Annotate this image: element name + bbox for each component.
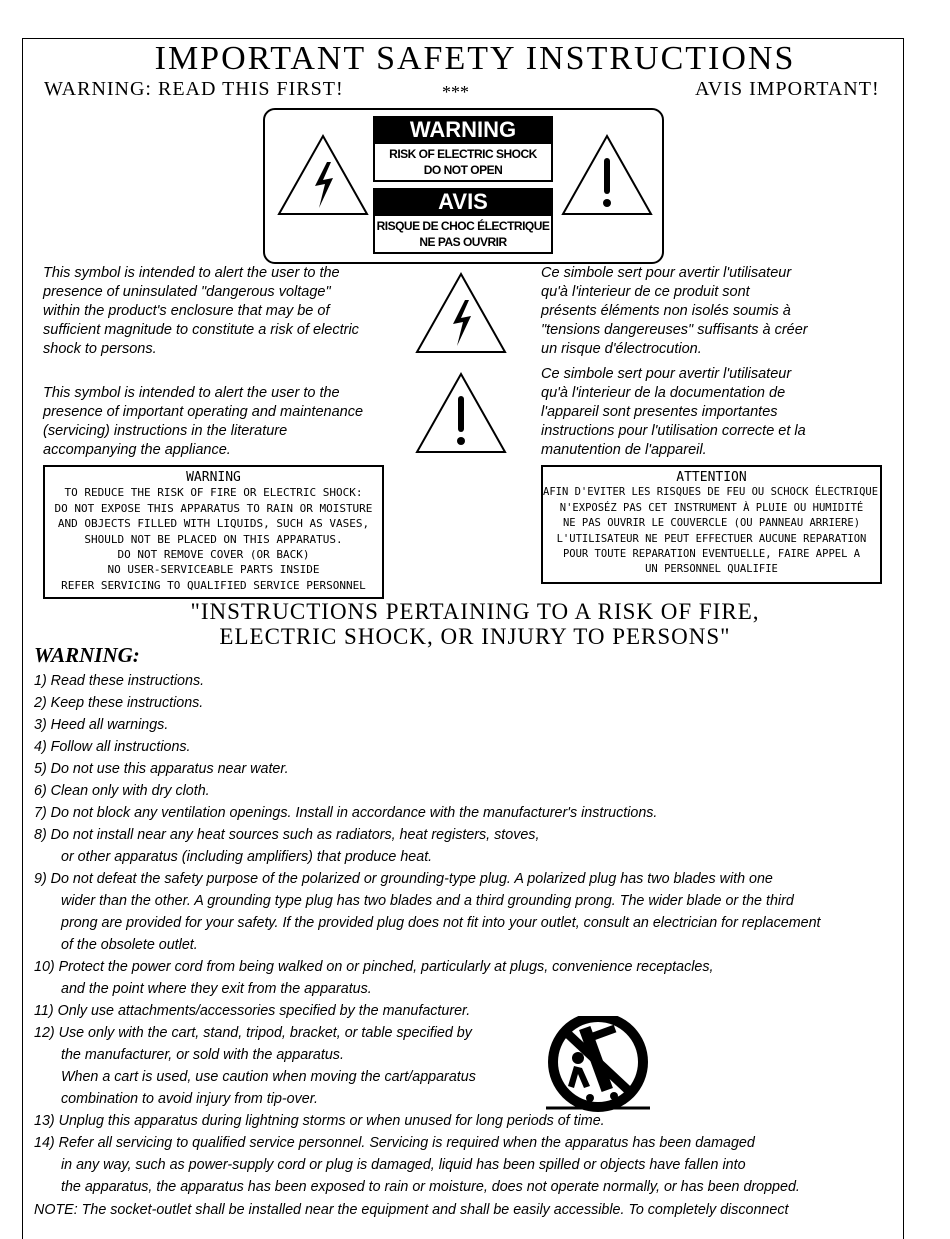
- list-item: 13) Unplug this apparatus during lightning storms or when unused for long periods of time.: [34, 1113, 605, 1129]
- exclamation-triangle-icon: [559, 132, 655, 218]
- cart-tipover-warning-icon: [544, 1016, 654, 1114]
- warning-badge-line1: RISK OF ELECTRIC SHOCK: [389, 147, 537, 161]
- list-item: 12) Use only with the cart, stand, tripod, bracket, or table specified by: [34, 1025, 472, 1041]
- list-item: 14) Refer all servicing to qualified service personnel. Servicing is required when the apparatus has been damaged: [34, 1135, 755, 1151]
- warning-badge-line2: DO NOT OPEN: [423, 163, 503, 177]
- list-item: 7) Do not block any ventilation openings. Install in accordance with the manufacturer's instructions.: [34, 805, 658, 821]
- voltage-symbol-text-en: This symbol is intended to alert the user to the presence of uninsulated "dangerous voltage" within the product's enclosure that may be of sufficient magnitude to constitute a risk of electric shock to persons.: [43, 265, 359, 357]
- warning-badge-title: WARNING: [373, 116, 553, 144]
- avis-badge-line2: NE PAS OUVRIR: [419, 235, 507, 249]
- voltage-symbol-text-fr: Ce simbole sert pour avertir l'utilisateur qu'à l'interieur de ce produit sont présents éléments non isolés soumis à "tensions dangereuses" suffisants à créer un risque d'électrocution.: [541, 265, 808, 357]
- list-item: 9) Do not defeat the safety purpose of the polarized or grounding-type plug. A polarized plug has two blades with one: [34, 871, 773, 887]
- warning-read-first: WARNING: READ THIS FIRST!: [44, 78, 344, 100]
- list-item-continuation: or other apparatus (including amplifiers) that produce heat.: [61, 849, 433, 865]
- exclamation-symbol-text-fr: Ce simbole sert pour avertir l'utilisateur qu'à l'interieur de la documentation de l'appareil sont presentes importantes instructions pour l'utilisation correcte et la manutention de l'appareil.: [541, 366, 806, 458]
- socket-outlet-note: NOTE: The socket-outlet shall be installed near the equipment and shall be easily accessible. To completely disconnect: [34, 1202, 789, 1218]
- list-item: 3) Heed all warnings.: [34, 717, 169, 733]
- list-item-continuation: When a cart is used, use caution when moving the cart/apparatus: [61, 1069, 476, 1085]
- lightning-triangle-icon: [413, 270, 509, 356]
- instructions-heading-line1: "INSTRUCTIONS PERTAINING TO A RISK OF FIRE,: [190, 599, 760, 624]
- list-item: 8) Do not install near any heat sources such as radiators, heat registers, stoves,: [34, 827, 540, 843]
- list-item: 5) Do not use this apparatus near water.: [34, 761, 289, 777]
- list-item-continuation: and the point where they exit from the apparatus.: [61, 981, 372, 997]
- list-item-continuation: wider than the other. A grounding type plug has two blades and a third grounding prong. The wider blade or the third: [61, 893, 794, 909]
- avis-badge-title: AVIS: [373, 188, 553, 216]
- exclamation-triangle-icon: [413, 370, 509, 456]
- list-item-continuation: the manufacturer, or sold with the apparatus.: [61, 1047, 344, 1063]
- warning-label-panel: [263, 108, 664, 264]
- list-item-continuation: the apparatus, the apparatus has been exposed to rain or moisture, does not operate normally, or has been dropped.: [61, 1179, 800, 1195]
- list-item: 4) Follow all instructions.: [34, 739, 191, 755]
- page-title: IMPORTANT SAFETY INSTRUCTIONS: [154, 40, 796, 77]
- list-item: 11) Only use attachments/accessories specified by the manufacturer.: [34, 1003, 471, 1019]
- warning-badge: [373, 116, 553, 182]
- avis-important: AVIS IMPORTANT!: [695, 78, 880, 100]
- list-item: 10) Protect the power cord from being walked on or pinched, particularly at plugs, convenience receptacles,: [34, 959, 714, 975]
- warning-notice-title: WARNING: [186, 470, 241, 485]
- warning-label: WARNING:: [34, 643, 140, 667]
- warning-notice-box: WARNING TO REDUCE THE RISK OF FIRE OR ELECTRIC SHOCK: DO NOT EXPOSE THIS APPARATUS TO RAIN OR MOISTURE AND OBJECTS FILLED WITH LIQUIDS, SUCH AS VASES, SHOULD NOT BE PLACED ON THIS APPARATUS. DO NOT REMOVE COVER (OR BACK) NO USER-SERVICEABLE PARTS INSIDE REFER SERVICING TO QUALIFIED SERVICE PERSONNEL: [43, 465, 384, 599]
- list-item-continuation: prong are provided for your safety. If the provided plug does not fit into your outlet, consult an electrician for replacement: [61, 915, 821, 931]
- list-item-continuation: in any way, such as power-supply cord or plug is damaged, liquid has been spilled or objects have fallen into: [61, 1157, 746, 1173]
- list-item-continuation: of the obsolete outlet.: [61, 937, 198, 953]
- avis-badge-line1: RISQUE DE CHOC ÉLECTRIQUE: [376, 219, 550, 233]
- exclamation-symbol-text-en: This symbol is intended to alert the user to the presence of important operating and maintenance (servicing) instructions in the literature accompanying the appliance.: [43, 385, 364, 458]
- list-item-continuation: combination to avoid injury from tip-over.: [61, 1091, 318, 1107]
- instruction-list: [34, 670, 914, 1198]
- avis-badge: [373, 188, 553, 254]
- attention-notice-box: ATTENTION AFIN D'EVITER LES RISQUES DE FEU OU SCHOCK ÉLECTRIQUE: N'EXPOSÉZ PAS CET INSTRUMENT À PLUIE OU HUMIDITÉ NE PAS OUVRIR LE COUVERCLE (OU PANNEAU ARRIERE) L'UTILISATEUR NE PEUT EFFECTUER AUCUNE REPARATION POUR TOUTE REPARATION EVENTUELLE, FAIRE APPEL A UN PERSONNEL QUALIFIE: [541, 465, 882, 584]
- list-item: 2) Keep these instructions.: [34, 695, 204, 711]
- separator-stars: ***: [442, 82, 469, 102]
- list-item: 6) Clean only with dry cloth.: [34, 783, 210, 799]
- lightning-triangle-icon: [275, 132, 371, 218]
- attention-notice-title: ATTENTION: [676, 470, 747, 485]
- list-item: 1) Read these instructions.: [34, 673, 205, 689]
- instructions-heading-line2: ELECTRIC SHOCK, OR INJURY TO PERSONS": [219, 624, 731, 649]
